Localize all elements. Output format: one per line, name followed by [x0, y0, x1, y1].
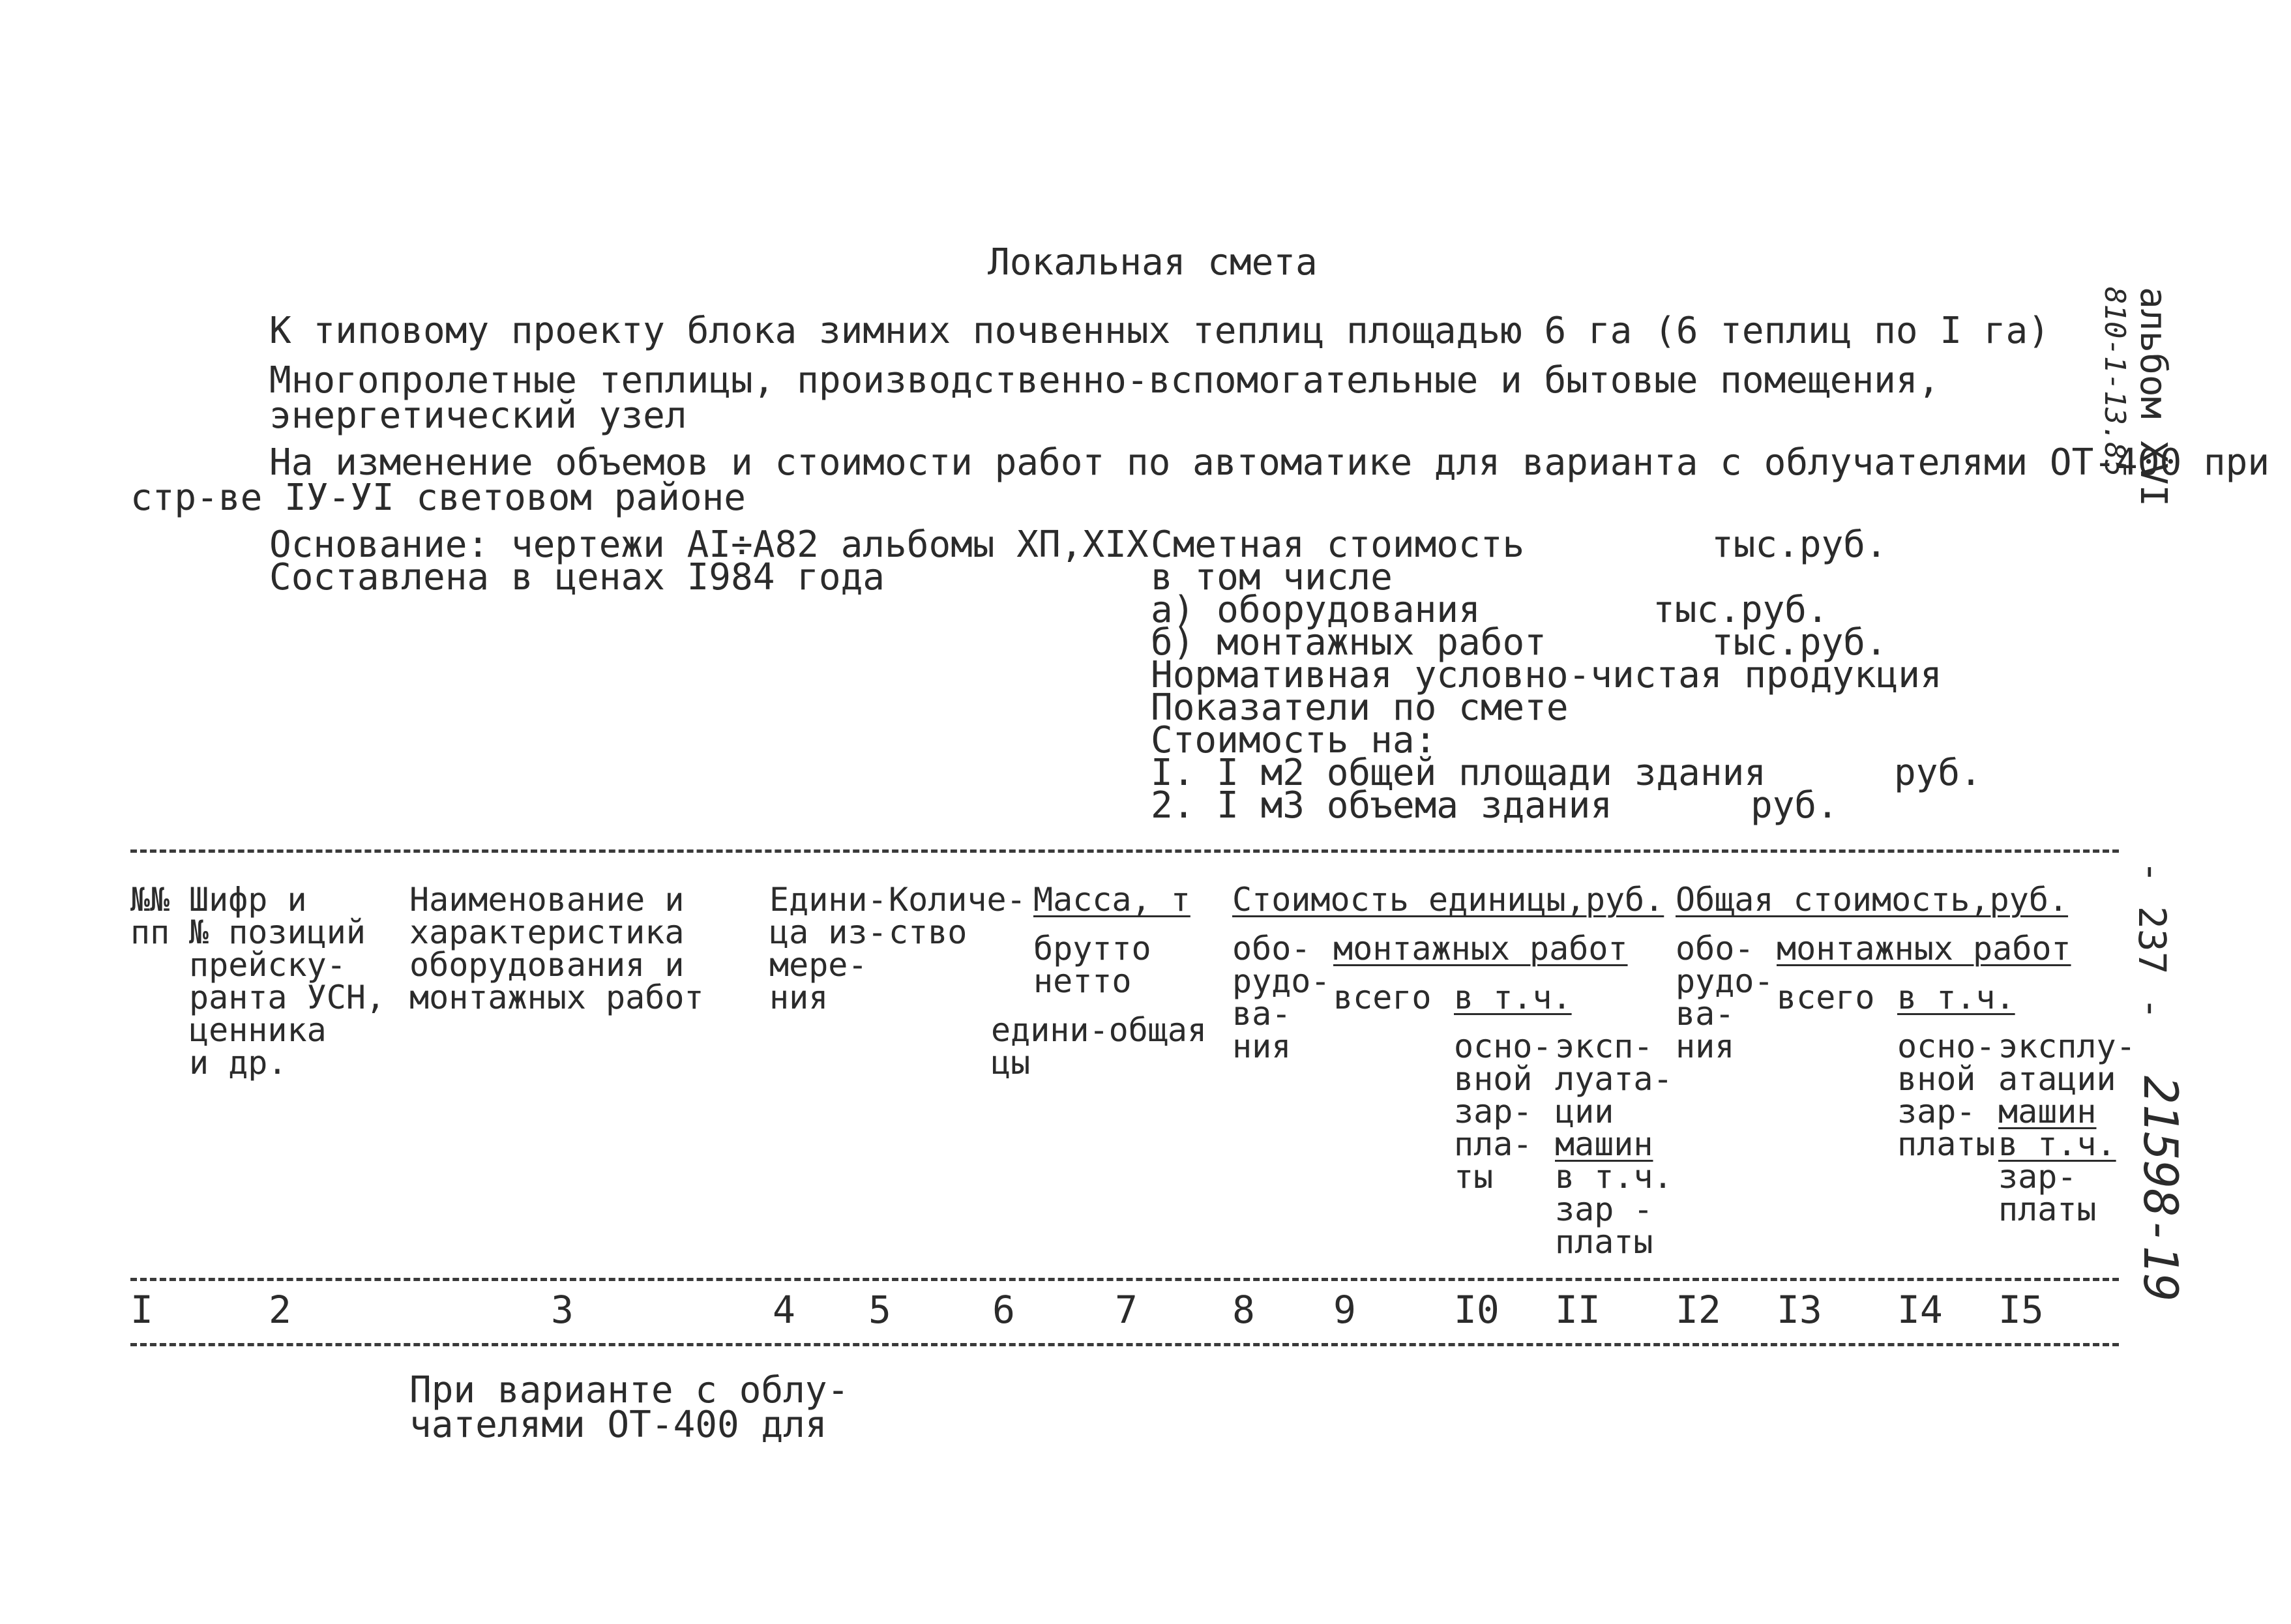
col-number-1: I	[130, 1288, 153, 1332]
col2-header-2: № позиций	[189, 913, 366, 951]
col8-header-4: ния	[1232, 1027, 1292, 1065]
mass-header: Масса, т	[1033, 881, 1190, 919]
col4-header-3: мере-	[769, 946, 868, 984]
side-page-number: - 237 -	[2130, 861, 2174, 1020]
col-number-13: I3	[1777, 1288, 1822, 1332]
col8-header-3: ва-	[1232, 995, 1292, 1033]
estimate-per-m2-unit: руб.	[1894, 752, 1982, 794]
col15-header-3: машин	[1998, 1093, 2097, 1130]
change-line-2: стр-ве IУ-УI световом районе	[130, 477, 746, 519]
side-code: 810-1-13.85	[2098, 287, 2131, 477]
greenhouses-line-1: Многопролетные теплицы, производственно-вспомогательные и бытовые помещения,	[269, 359, 1940, 402]
total-cost-header: Общая стоимость,руб.	[1676, 881, 2069, 919]
estimate-mounting-unit: тыс.руб.	[1711, 621, 1887, 664]
col8-header-2: рудо-	[1232, 962, 1331, 1000]
col10-header-4: пла-	[1454, 1125, 1533, 1163]
col-number-7: 7	[1115, 1288, 1138, 1332]
estimate-cost: Сметная стоимость	[1151, 524, 1525, 566]
col3-header-4: монтажных работ	[409, 979, 704, 1016]
col-number-8: 8	[1232, 1288, 1255, 1332]
unit-cost-header: Стоимость единицы,руб.	[1232, 881, 1664, 919]
col3-header-3: оборудования и	[409, 946, 685, 984]
col10-header-5: ты	[1454, 1158, 1494, 1196]
col2-header-6: и др.	[189, 1044, 288, 1082]
col11-header-7: платы	[1555, 1223, 1653, 1261]
estimate-equipment: а) оборудования	[1151, 589, 1481, 631]
col11-header-4: машин	[1555, 1125, 1653, 1163]
col2-header-3: прейску-	[189, 946, 346, 984]
col12-header-4: ния	[1676, 1027, 1735, 1065]
side-doc-number: 21598-19	[2133, 1076, 2188, 1302]
col14-header-2: вной	[1897, 1060, 1976, 1098]
col12-header-1: обо-	[1676, 930, 1754, 967]
estimate-per-m3-unit: руб.	[1751, 784, 1839, 827]
col-number-14: I4	[1897, 1288, 1943, 1332]
col5-header-2: ство	[889, 913, 968, 951]
col-number-11: II	[1555, 1288, 1601, 1332]
col12-header-3: ва-	[1676, 995, 1735, 1033]
mass-unit-total: едини-общая	[991, 1011, 1207, 1049]
col-number-2: 2	[269, 1288, 291, 1332]
col13-header: всего	[1777, 979, 1875, 1016]
greenhouses-line-2: энергетический узел	[269, 394, 687, 437]
col3-header-2: характеристика	[409, 913, 685, 951]
col4-header-1: Едини-	[769, 881, 887, 919]
col2-header-5: ценника	[189, 1011, 327, 1049]
col4-header-2: ца из-	[769, 913, 887, 951]
col9-header: всего	[1333, 979, 1432, 1016]
col14-header-1: осно-	[1897, 1027, 1996, 1065]
col2-header-1: Шифр и	[189, 881, 307, 919]
col15-header-4: в т.ч.	[1998, 1125, 2116, 1163]
col4-header-4: ния	[769, 979, 829, 1016]
numbers-bottom-rule	[130, 1343, 2119, 1346]
col10-header-3: зар-	[1454, 1093, 1533, 1130]
table-top-rule	[130, 849, 2119, 853]
col15-header-5: зар-	[1998, 1158, 2077, 1196]
estimate-per-m3: 2. I м3 объема здания	[1151, 784, 1613, 827]
document-title: Локальная смета	[988, 241, 1318, 284]
estimate-cost-unit: тыс.руб.	[1711, 524, 1887, 566]
col-number-9: 9	[1333, 1288, 1356, 1332]
mass-netto: нетто	[1033, 962, 1132, 1000]
col15-header-6: платы	[1998, 1190, 2097, 1228]
estimate-indicators: Показатели по смете	[1151, 687, 1569, 729]
body-note-2: чателями ОТ-400 для	[409, 1404, 827, 1446]
col14-header-3: зар-	[1897, 1093, 1976, 1130]
header-bottom-rule	[130, 1278, 2119, 1281]
estimate-including: в том числе	[1151, 556, 1393, 598]
mount2-header: монтажных работ	[1777, 930, 2071, 967]
col11-header-3: ции	[1555, 1093, 1614, 1130]
col12-header-2: рудо-	[1676, 962, 1774, 1000]
change-line-1: На изменение объемов и стоимости работ по автоматике для варианта с облучателями ОТ-400 при	[269, 441, 2270, 484]
estimate-equipment-unit: тыс.руб.	[1653, 589, 1829, 631]
estimate-mounting: б) монтажных работ	[1151, 621, 1546, 664]
col10-header-1: осно-	[1454, 1027, 1552, 1065]
col-number-10: I0	[1454, 1288, 1500, 1332]
estimate-per-m2: I. I м2 общей площади здания	[1151, 752, 1767, 794]
col2-header-4: ранта УСН,	[189, 979, 386, 1016]
col14-header-4: платы	[1897, 1125, 1996, 1163]
col3-header-1: Наименование и	[409, 881, 685, 919]
col-number-5: 5	[868, 1288, 891, 1332]
project-line: К типовому проекту блока зимних почвенных теплиц площадью 6 га (6 теплиц по I га)	[269, 310, 2050, 352]
col11-header-2: луата-	[1555, 1060, 1673, 1098]
mass-unit-total-2: цы	[991, 1044, 1031, 1082]
col11-header-5: в т.ч.	[1555, 1158, 1673, 1196]
side-album: альбом XVI	[2132, 287, 2174, 507]
col15-header-1: эксплу-	[1998, 1027, 2136, 1065]
col11-header-6: зар -	[1555, 1190, 1653, 1228]
col-number-4: 4	[773, 1288, 795, 1332]
incl2-header: в т.ч.	[1897, 979, 2015, 1016]
estimate-normative: Нормативная условно-чистая продукция	[1151, 654, 1942, 696]
estimate-cost-per: Стоимость на:	[1151, 719, 1437, 761]
col1-header-1: №№	[130, 881, 170, 919]
col-number-6: 6	[992, 1288, 1015, 1332]
col-number-3: 3	[551, 1288, 574, 1332]
col-number-12: I2	[1676, 1288, 1721, 1332]
mount-header: монтажных работ	[1333, 930, 1628, 967]
col15-header-2: атации	[1998, 1060, 2116, 1098]
mass-brutto: брутто	[1033, 930, 1151, 967]
basis-line-1: Основание: чертежи АI÷А82 альбомы ХП,XIX	[269, 524, 1149, 566]
col8-header-1: обо-	[1232, 930, 1311, 967]
col-number-15: I5	[1998, 1288, 2044, 1332]
col11-header-1: эксп-	[1555, 1027, 1653, 1065]
col10-header-2: вной	[1454, 1060, 1533, 1098]
col5-header-1: Количе-	[889, 881, 1026, 919]
incl-header: в т.ч.	[1454, 979, 1572, 1016]
col1-header-2: пп	[130, 913, 170, 951]
body-note-1: При варианте с облу-	[409, 1369, 850, 1411]
basis-line-2: Составлена в ценах I984 года	[269, 556, 885, 598]
